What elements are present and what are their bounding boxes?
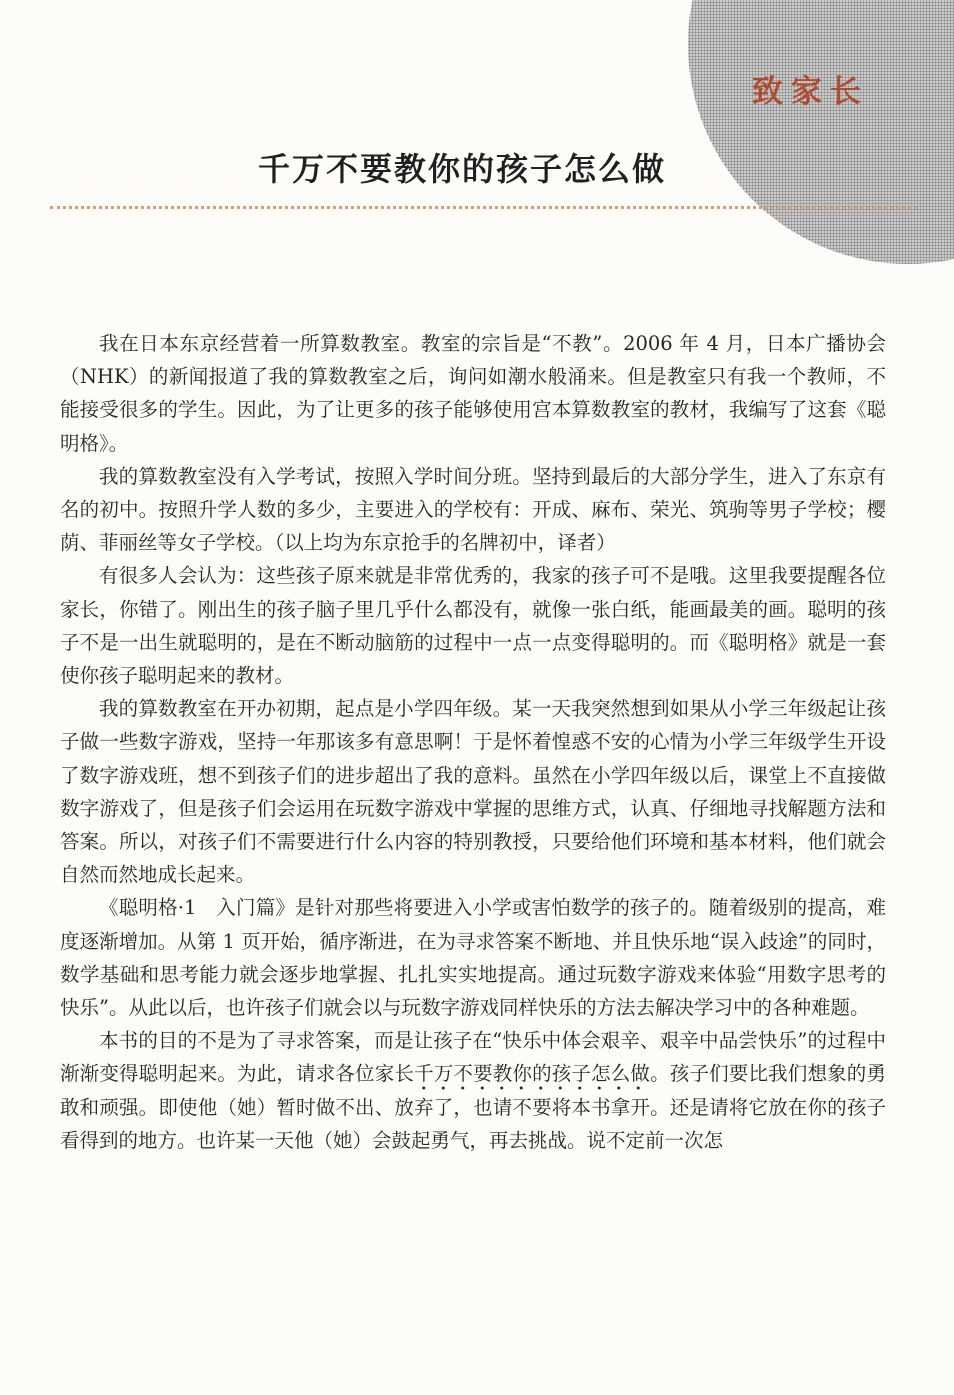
- paragraph-last: [60, 1024, 886, 1157]
- paragraph: 我的算数教室没有入学考试，按照入学时间分班。坚持到最后的大部分学生，进入了东京有名的初中。按照升学人数的多少，主要进入的学校有：开成、麻布、荣光、筑驹等男子学校；樱荫、菲丽丝等女子学校。（以上均为东京抢手的名牌初中，译者）: [60, 464, 886, 555]
- paragraph-text: 本书的目的不是为了寻求答案，而是让孩子在“快乐中体会艰辛、艰辛中品尝快乐”的过程中渐渐变得聪明起来。为此，请求各位家长: [60, 1029, 886, 1086]
- paragraph: 有很多人会认为：这些孩子原来就是非常优秀的，我家的孩子可不是哦。这里我要提醒各位家长，你错了。刚出生的孩子脑子里几乎什么都没有，就像一张白纸，能画最美的画。聪明的孩子不是一出生就聪明的，是在不断动脑筋的过程中一点一点变得聪明的。而《聪明格》就是一套使你孩子聪明起来的教材。: [60, 564, 886, 688]
- paragraph: 《聪明格·1 入门篇》是针对那些将要进入小学或害怕数学的孩子的。随着级别的提高，难度逐渐增加。从第 1 页开始，循序渐进，在为寻求答案不断地、并且快乐地“误入歧途”的同时，数学基础和思考能力就会逐步地掌握、扎扎实实地提高。通过玩数字游戏来体验“用数字思考的快乐”。从此以后，也许孩子们就会以与玩数字游戏同样快乐的方法去解决学习中的各种难题。: [60, 896, 886, 1020]
- paragraph-text: 。孩子们要比我们想象的勇敢和顽强。即使他（她）暂时做不出、放弃了，也请不要将本书拿开。还是请将它放在你的孩子看得到的地方。也许某一天他（她）会鼓起勇气，再去挑战。说不定前一次怎: [60, 1062, 886, 1152]
- emphasized-text: 千万不要教你的孩子怎么做: [414, 1062, 650, 1091]
- halftone-circle-decoration: [688, 0, 954, 264]
- paragraph: 我的算数教室在开办初期，起点是小学四年级。某一天我突然想到如果从小学三年级起让孩子做一些数字游戏，坚持一年那该多有意思啊！于是怀着惶惑不安的心情为小学三年级学生开设了数字游戏班，想不到孩子们的进步超出了我的意料。虽然在小学四年级以后，课堂上不直接做数字游戏了，但是孩子们会运用在玩数字游戏中掌握的思维方式，认真、仔细地寻找解题方法和答案。所以，对孩子们不需要进行什么内容的特别教授，只要给他们环境和基本材料，他们就会自然而然地成长起来。: [60, 697, 886, 887]
- section-label: 致家长: [752, 74, 869, 110]
- page-title: 千万不要教你的孩子怎么做: [257, 150, 666, 188]
- body-text: [60, 327, 886, 1157]
- paragraph: 我在日本东京经营着一所算数教室。教室的宗旨是“不教”。2006 年 4 月，日本广播协会（NHK）的新闻报道了我的算数教室之后，询问如潮水般涌来。但是教室只有我一个教师，不能接受很多的学生。因此，为了让更多的孩子能够使用宫本算数教室的教材，我编写了这套《聪明格》。: [60, 332, 886, 455]
- dotted-divider: [50, 206, 918, 209]
